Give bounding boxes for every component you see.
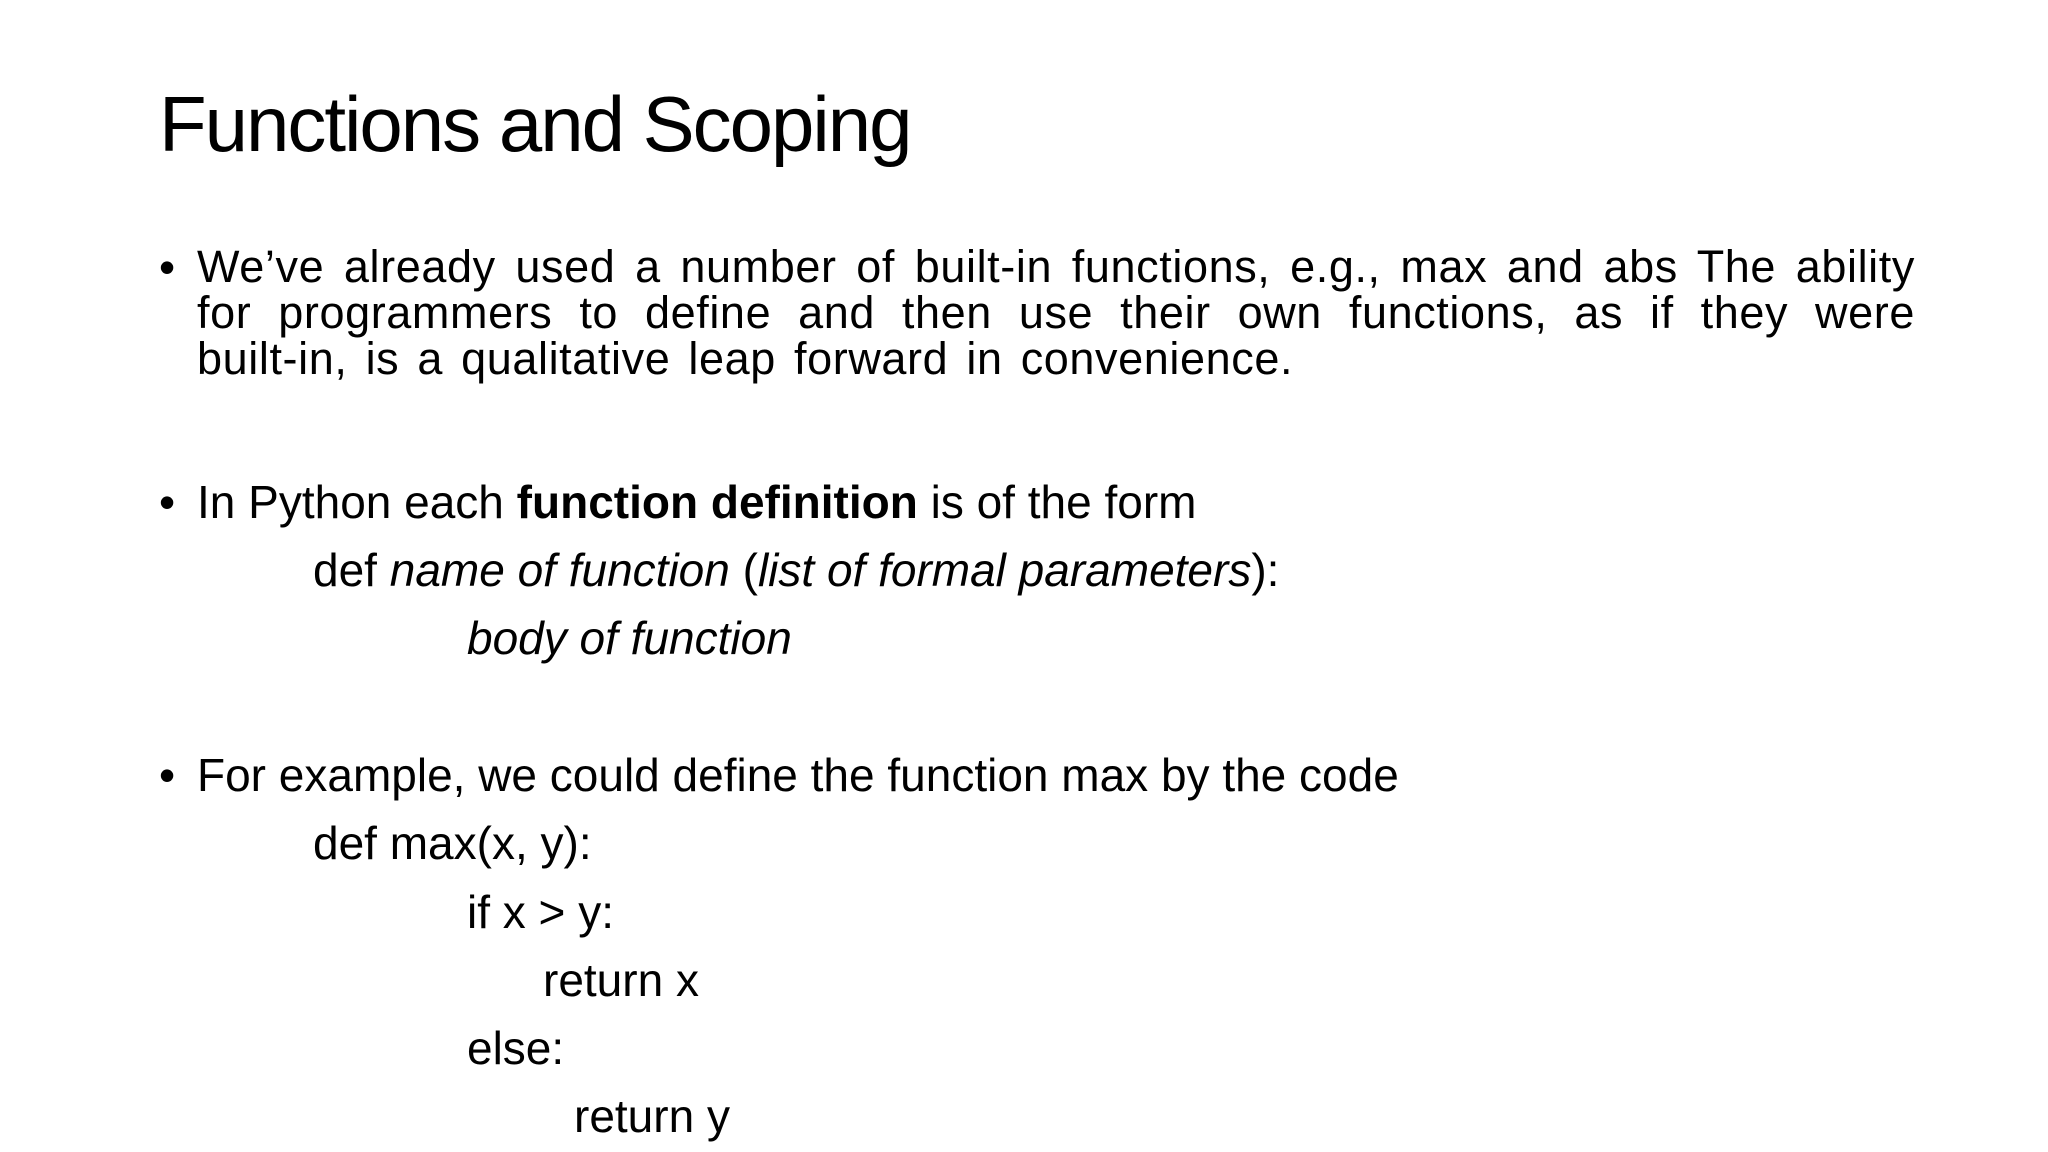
code-line-def: def max(x, y): [313,817,592,869]
code-line-if: if x > y: [467,886,614,938]
bullet-text: For example, we could define the function max by the code [197,749,1399,801]
bullet-text [197,474,1915,530]
bold-term: function definition [516,476,918,528]
bullet-dot: • [159,476,176,528]
syntax-def-line [313,542,1279,598]
code-line-else: else: [467,1022,565,1074]
code-line-return-y: return y [574,1090,730,1142]
syntax-function-name: name of function [389,544,730,596]
bullet-text: We’ve already used a number of built-in functions, e.g., max and abs The ability for programmers to define and then use their own functions, as if they were built-in, is a qualitative leap forward in convenience. [197,241,1915,384]
bullet-example [159,747,1915,803]
syntax-close-paren: ): [1251,544,1280,596]
bullet-builtin-functions [159,241,1915,384]
bullet-function-definition [159,474,1915,530]
syntax-open-paren: ( [729,544,758,596]
bullet-dot: • [159,241,176,293]
slide-title: Functions and Scoping [159,80,911,168]
bullet-dot: • [159,749,176,801]
syntax-def-keyword: def [313,544,390,596]
syntax-body-line: body of function [467,612,792,664]
bullet-text-prefix: In Python each [197,476,517,528]
bullet-text-suffix: is of the form [917,476,1197,528]
syntax-parameters: list of formal parameters [757,544,1252,596]
code-line-return-x: return x [543,954,699,1006]
